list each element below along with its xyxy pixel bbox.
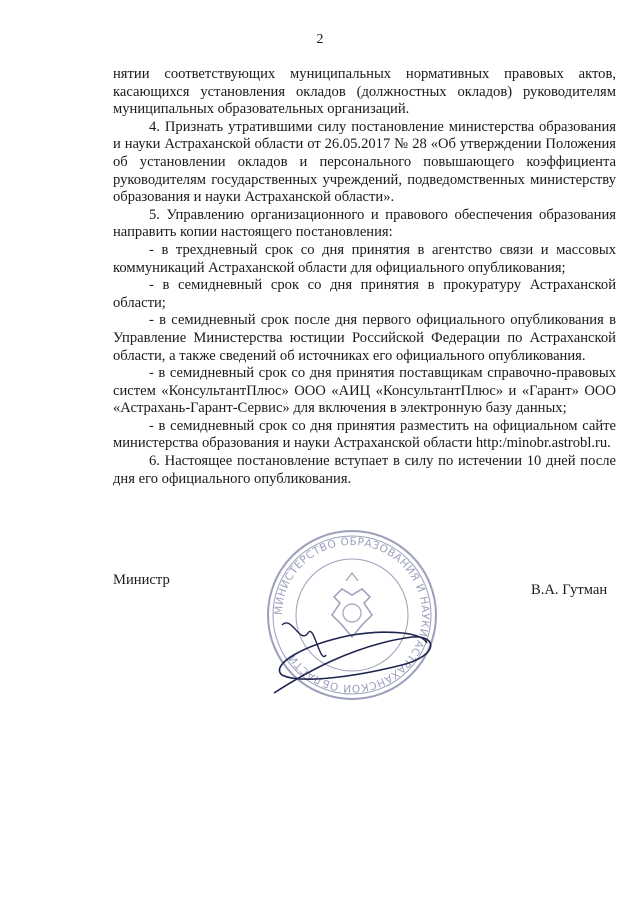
list-item: - в семидневный срок после дня первого официального опубликования в Управление Министерства юстиции Российской Федерации по Астраханской области, а также сведений об источниках его официального опубликования.: [113, 312, 616, 364]
paragraph: 4. Признать утратившими силу постановление министерства образования и науки Астраханской области от 26.05.2017 № 28 «Об утверждении Положения об установлении окладов и персонального повышающего коэффициента руководителям государственных учреждений, подведомственных министерству образования и науки Астраханской области».: [113, 118, 616, 206]
signatory-name: В.А. Гутман: [531, 582, 608, 598]
list-item: - в семидневный срок со дня принятия разместить на официальном сайте министерства образования и науки Астраханской области http:/minobr.astrobl.ru.: [113, 417, 616, 452]
paragraph: 5. Управлению организационного и правового обеспечения образования направить копии настоящего постановления:: [113, 206, 616, 241]
document-body: [113, 66, 616, 488]
signatory-title: Министр: [113, 572, 170, 588]
list-item: - в трехдневный срок со дня принятия в агентство связи и массовых коммуникаций Астраханской области для официального опубликования;: [113, 241, 616, 276]
seal-text: МИНИСТЕРСТВО ОБРАЗОВАНИЯ И НАУКИ АСТРАХАНСКОЙ ОБЛАСТИ: [272, 535, 432, 695]
page-number: 2: [316, 32, 324, 47]
official-seal-stamp: [262, 525, 442, 705]
paragraph: 6. Настоящее постановление вступает в силу по истечении 10 дней после дня его официального опубликования.: [113, 453, 616, 487]
list-item: - в семидневный срок со дня принятия поставщикам справочно-правовых систем «КонсультантПлюс» ООО «АИЦ «КонсультантПлюс» и «Гарант» ООО «Астрахань-Гарант-Сервис» для включения в электронную базу данных;: [113, 365, 616, 417]
list-item: - в семидневный срок со дня принятия в прокуратуру Астраханской области;: [113, 277, 616, 311]
paragraph: нятии соответствующих муниципальных нормативных правовых актов, касающихся установления окладов (должностных окладов) руководителям муниципальных образовательных организаций.: [113, 66, 616, 118]
